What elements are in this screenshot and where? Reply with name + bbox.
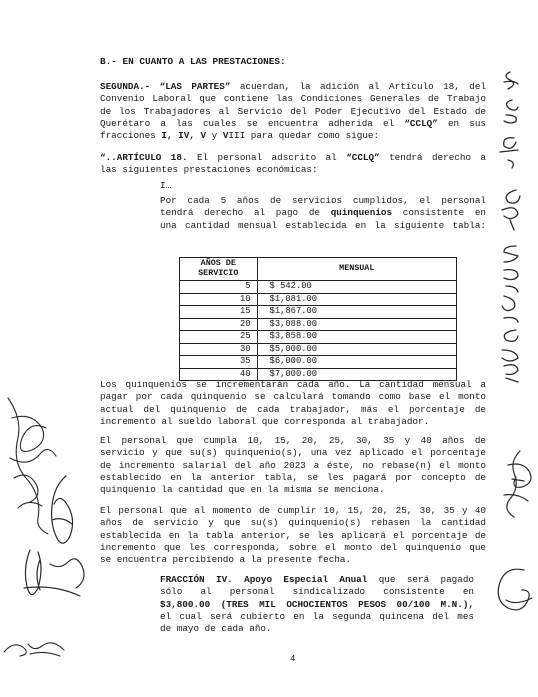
years-cell: 5 <box>180 281 258 294</box>
years-cell: 40 <box>180 368 258 381</box>
fraccion-i-line-2: tendrá derecho al pago de quinquenios consistente en <box>160 207 486 219</box>
right-signature-2 <box>490 560 538 620</box>
articulo-line-2: las siguientes prestaciones económicas: <box>100 164 318 176</box>
right-signature-1 <box>494 445 538 525</box>
fiv-line-2: sólo al personal sindicalizado consistente en <box>160 586 474 598</box>
paragraph-cumpla <box>100 435 486 497</box>
p3-line-4: incremento que les corresponda, sobre el monto del quinquenio que <box>100 542 486 554</box>
p1-line-2: pagar por cada quinquenio se calculará tomando como base el monto <box>100 391 486 403</box>
segunda-line-2: Convenio Laboral que contiene las Condiciones Generales de Trabajo <box>100 93 486 105</box>
bottom-left-signature <box>0 630 70 666</box>
p3-line-3: establecida en la tabla anterior, se les aplicará el porcentaje de <box>100 529 486 541</box>
table-row <box>180 293 457 306</box>
quinquenios-table <box>179 257 457 381</box>
segunda-paragraph <box>100 81 486 143</box>
p2-line-3: de incremento salarial del año 2023 a éste, no rebase(n) el monto <box>100 459 486 471</box>
table-row <box>180 318 457 331</box>
header-years: AÑOS DE SERVICIO <box>180 258 258 281</box>
fraccion-iv <box>160 574 474 636</box>
table-row <box>180 281 457 294</box>
amount-cell: $5,000.00 <box>257 343 456 356</box>
segunda-label: SEGUNDA.- “LAS PARTES” <box>100 81 231 92</box>
p3-line-1: El personal que al momento de cumplir 10, 15, 20, 25, 30, 35 y 40 <box>100 505 486 516</box>
amount-cell: $ 542.00 <box>257 281 456 294</box>
amount-cell: $1,867.00 <box>257 306 456 319</box>
fiv-line-1: FRACCIÓN IV. Apoyo Especial Anual que será pagado <box>160 574 474 585</box>
left-signature-3 <box>10 540 90 610</box>
fraccion-i-label: I… <box>160 180 172 191</box>
p3-line-2: años de servicio y que su(s) quinquenio(s) rebasen la cantidad <box>100 517 486 529</box>
amount-cell: $1,081.00 <box>257 293 456 306</box>
table-row <box>180 356 457 369</box>
fraccion-i-text <box>160 195 486 232</box>
p2-line-2: servicio y que su(s) quinquenio(s), una vez aplicado el porcentaje <box>100 447 486 459</box>
segunda-line-3: de los Trabajadores al Servicio del Poder Ejecutivo del Estado de <box>100 105 486 117</box>
margin-signature-vertical <box>490 60 534 390</box>
paragraph-rebasen <box>100 505 486 567</box>
amount-cell: $3,088.00 <box>257 318 456 331</box>
p1-line-4: incremento al sueldo laboral que corresponda al trabajador. <box>100 416 430 428</box>
p1-line-1: Los quinquenios se incrementarán cada año. La cantidad mensual a <box>100 379 486 390</box>
p2-line-1: El personal que cumpla 10, 15, 20, 25, 30, 35 y 40 años de <box>100 435 486 446</box>
years-cell: 25 <box>180 331 258 344</box>
years-cell: 20 <box>180 318 258 331</box>
fiv-line-3: $3,800.00 (TRES MIL OCHOCIENTOS PESOS 00/100 M.N.), <box>160 598 474 610</box>
segunda-line-1: SEGUNDA.- “LAS PARTES” acuerdan, la adición al Artículo 18, del <box>100 81 486 92</box>
years-cell: 10 <box>180 293 258 306</box>
table-row <box>180 306 457 319</box>
fiv-line-5: de mayo de cada año. <box>160 623 272 635</box>
p3-line-5: se encuentra percibiendo a la presente fecha. <box>100 554 352 566</box>
p2-line-5: quinquenio la cantidad que en la misma se menciona. <box>100 484 385 496</box>
p2-line-4: establecido en la anterior tabla, se les pagará por concepto de <box>100 472 486 484</box>
segunda-line-4: Querétaro a las cuales se encuentra adherida el “CCLQ” en sus <box>100 118 486 130</box>
years-cell: 30 <box>180 343 258 356</box>
segunda-line-5: fracciones I, IV, V y VIII para quedar como sigue: <box>100 130 380 142</box>
amount-cell: $7,000.00 <box>257 368 456 381</box>
articulo-18 <box>100 152 486 177</box>
p1-line-3: actual del quinquenio de cada trabajador, más el porcentaje de <box>100 403 486 415</box>
paragraph-incremento <box>100 379 486 428</box>
fiv-line-4: el cual será cubierto en la segunda quincena del mes <box>160 611 474 623</box>
table-row <box>180 343 457 356</box>
page-number: 4 <box>290 654 296 664</box>
header-amount: MENSUAL <box>257 258 456 281</box>
fraccion-i-line-1: Por cada 5 años de servicios cumplidos, el personal <box>160 195 486 206</box>
section-heading: B.- EN CUANTO A LAS PRESTACIONES: <box>100 56 286 67</box>
amount-cell: $3,858.00 <box>257 331 456 344</box>
years-cell: 35 <box>180 356 258 369</box>
table-row <box>180 331 457 344</box>
articulo-line-1: “..ARTÍCULO 18. El personal adscrito al “CCLQ” tendrá derecho a <box>100 152 486 163</box>
fraccion-i-line-3: una cantidad mensual establecida en la siguiente tabla: <box>160 219 486 231</box>
years-cell: 15 <box>180 306 258 319</box>
amount-cell: $6,000.00 <box>257 356 456 369</box>
